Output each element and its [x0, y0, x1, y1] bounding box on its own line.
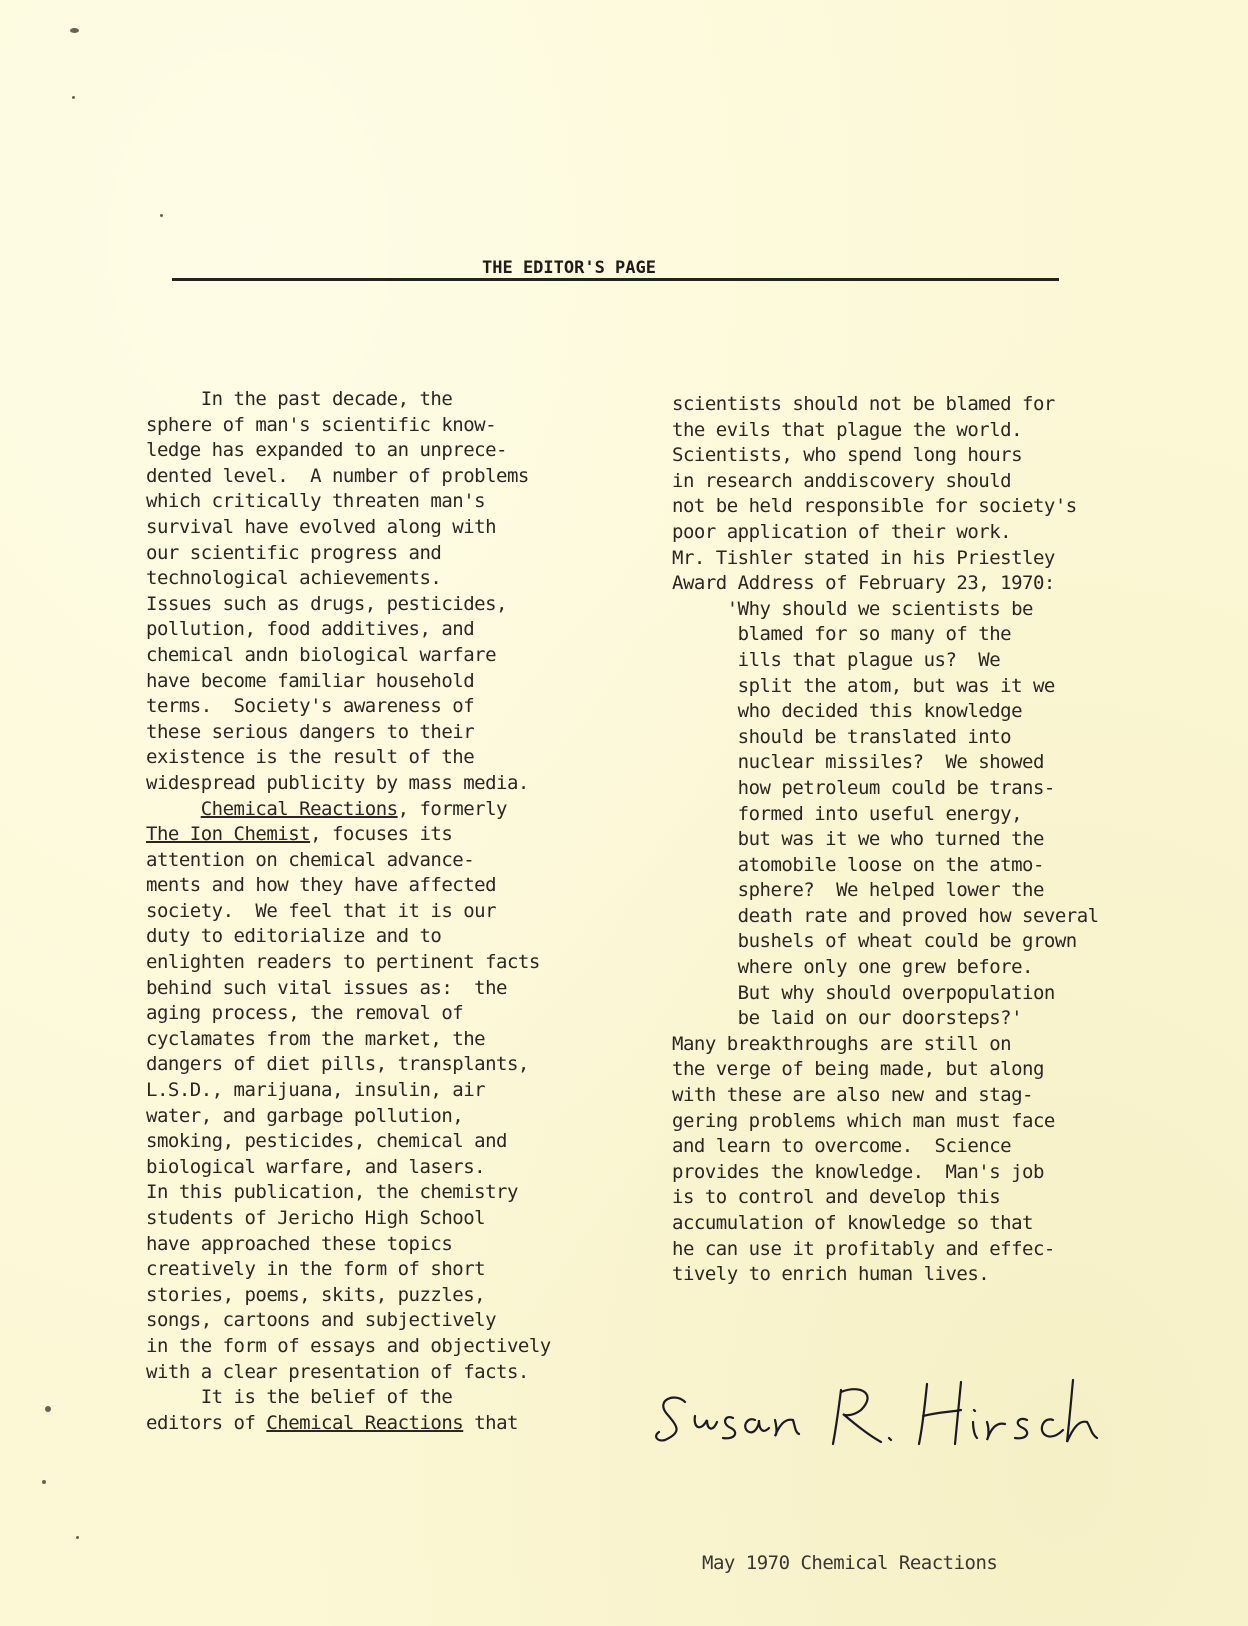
text-line: with a clear presentation of facts. [146, 1360, 529, 1383]
text-line: have approached these topics [146, 1232, 453, 1255]
text-line: atomobile loose on the atmo- [672, 853, 1044, 876]
text-line: stories, poems, skits, puzzles, [146, 1283, 486, 1306]
text-line: Issues such as drugs, pesticides, [146, 592, 507, 615]
text-line: bushels of wheat could be grown [672, 930, 1077, 953]
text-line: dented level. A number of problems [146, 464, 529, 487]
text-line: how petroleum could be trans- [672, 776, 1055, 799]
text-line: which critically threaten man's [146, 490, 486, 513]
footer-issue-label: May 1970 Chemical Reactions [702, 1552, 998, 1574]
text-line: Chemical Reactions, formerly [200, 797, 507, 820]
text-line: survival have evolved along with [146, 515, 497, 538]
text-line: split the atom, but was it we [672, 674, 1055, 697]
text-line: 'Why should we scientists be [672, 597, 1033, 620]
text-line: water, and garbage pollution, [146, 1104, 464, 1127]
text-line: students of Jericho High School [146, 1207, 486, 1229]
text-line: in research anddiscovery should [672, 469, 1012, 492]
text-line: L.S.D., marijuana, insulin, air [146, 1079, 486, 1102]
text-line: accumulation of knowledge so that [672, 1212, 1033, 1234]
text-line: scientists should not be blamed for [672, 393, 1055, 415]
text-line: sphere? We helped lower the [672, 879, 1044, 902]
text-line: and learn to overcome. Science [672, 1135, 1012, 1158]
paper-speck [76, 1536, 79, 1539]
text-line: gering problems which man must face [672, 1109, 1055, 1132]
text-line: formed into useful energy, [672, 802, 1023, 825]
text-line: he can use it profitably and effec- [672, 1237, 1055, 1260]
text-line: Award Address of February 23, 1970: [672, 572, 1055, 595]
text-line: be laid on our doorsteps?' [672, 1007, 1023, 1030]
text-line: behind such vital issues as: the [146, 976, 507, 999]
text-line: death rate and proved how several [672, 904, 1099, 927]
text-line: Mr. Tishler stated in his Priestley [672, 546, 1055, 569]
text-line: blamed for so many of the [672, 623, 1012, 646]
text-line: have become familiar household [146, 669, 475, 692]
text-line: tively to enrich human lives. [672, 1263, 990, 1286]
text-line: Many breakthroughs are still on [672, 1032, 1012, 1055]
text-line: but was it we who turned the [672, 828, 1044, 851]
signature [655, 1370, 1125, 1450]
text-line: in the form of essays and objectively [146, 1334, 551, 1357]
text-line: biological warfare, and lasers. [146, 1155, 486, 1178]
text-line: But why should overpopulation [672, 981, 1055, 1004]
left-column [146, 387, 551, 1436]
text-line: Scientists, who spend long hours [672, 444, 1023, 467]
text-line: In the past decade, the [146, 388, 453, 410]
text-line: chemical andn biological warfare [146, 643, 497, 666]
text-line: should be translated into [672, 725, 1012, 748]
text-line: existence is the result of the [146, 746, 475, 769]
paper-speck [160, 214, 163, 217]
text-line: attention on chemical advance- [146, 848, 475, 871]
text-line: is to control and develop this [672, 1186, 1001, 1209]
text-line: pollution, food additives, and [146, 618, 475, 641]
text-line: smoking, pesticides, chemical and [146, 1130, 507, 1153]
page-title: THE EDITOR'S PAGE [482, 258, 656, 278]
text-line: In this publication, the chemistry [146, 1181, 518, 1204]
text-line: widespread publicity by mass media. [146, 771, 529, 794]
text-line: ments and how they have affected [146, 874, 497, 897]
paper-speck [45, 1406, 51, 1412]
text-line: our scientific progress and [146, 541, 442, 564]
text-line: technological achievements. [146, 567, 442, 590]
text-line: terms. Society's awareness of [146, 695, 475, 718]
text-line: aging process, the removal of [146, 1002, 464, 1025]
text-line: the verge of being made, but along [672, 1058, 1044, 1081]
paper-speck [42, 1480, 46, 1484]
text-line: where only one grew before. [672, 956, 1033, 979]
text-line: the evils that plague the world. [672, 418, 1023, 441]
text-line: cyclamates from the market, the [146, 1027, 486, 1050]
text-line: poor application of their work. [672, 520, 1012, 543]
right-column [672, 392, 1099, 1288]
text-line: duty to editorialize and to [146, 925, 442, 948]
text-line: ledge has expanded to an unprece- [146, 439, 507, 462]
text-line: editors of Chemical Reactions that [146, 1411, 518, 1434]
text-line: enlighten readers to pertinent facts [146, 951, 540, 974]
text-line: songs, cartoons and subjectively [146, 1309, 497, 1332]
text-line: The Ion Chemist, focuses its [146, 823, 453, 846]
text-line: creatively in the form of short [146, 1258, 486, 1281]
paper-speck [70, 28, 79, 33]
text-line: It is the belief of the [146, 1386, 453, 1409]
text-line: sphere of man's scientific know- [146, 413, 497, 436]
text-line: not be held responsible for society's [672, 495, 1077, 518]
text-line: with these are also new and stag- [672, 1084, 1033, 1107]
text-line: dangers of diet pills, transplants, [146, 1053, 529, 1076]
paper-speck [72, 96, 75, 99]
text-line: nuclear missiles? We showed [672, 751, 1044, 774]
text-line: ills that plague us? We [672, 648, 1001, 671]
text-line: who decided this knowledge [672, 700, 1023, 723]
text-line: provides the knowledge. Man's job [672, 1160, 1044, 1183]
title-rule [172, 278, 1059, 281]
text-line: these serious dangers to their [146, 720, 475, 743]
text-line: society. We feel that it is our [146, 899, 497, 922]
